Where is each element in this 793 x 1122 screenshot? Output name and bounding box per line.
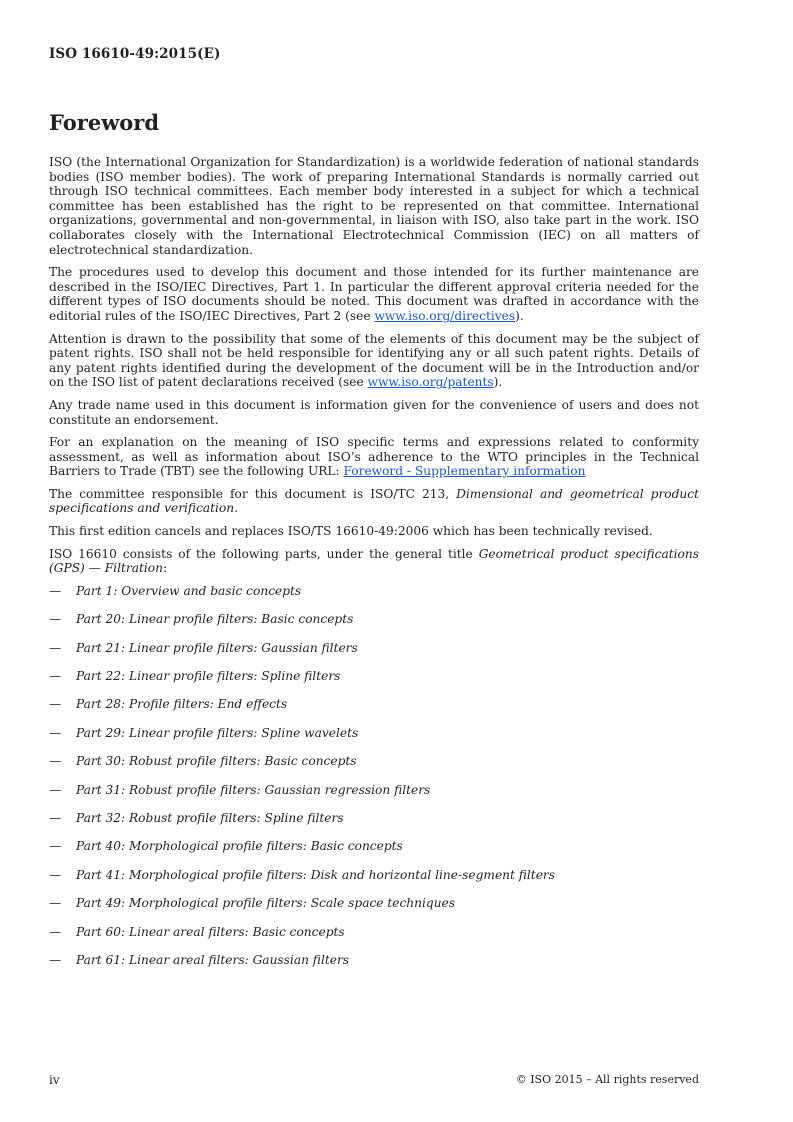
- directives-link[interactable]: www.iso.org/directives: [374, 308, 516, 323]
- list-item: [49, 811, 699, 826]
- paragraph-conformity: [49, 435, 699, 479]
- part-title: Part 1: Overview and basic concepts: [76, 583, 302, 598]
- list-dash: —: [49, 669, 62, 684]
- list-dash: —: [49, 754, 62, 769]
- part-title: Part 49: Morphological profile filters: Scale space techniques: [76, 896, 456, 911]
- part-title: Part 32: Robust profile filters: Spline filters: [76, 810, 344, 825]
- list-item: [49, 697, 699, 712]
- paragraph-edition: This first edition cancels and replaces ISO/TS 16610-49:2006 which has been technically revised.: [49, 524, 653, 539]
- document-id-header: ISO 16610-49:2015(E): [49, 46, 221, 62]
- list-dash: —: [49, 952, 62, 967]
- paragraph-trade-name: Any trade name used in this document is information given for the convenience of users and does not constitute an endorsement.: [49, 397, 699, 427]
- list-item: [49, 925, 699, 940]
- committee-title: Dimensional and geometrical product specifications and verification: [49, 486, 699, 516]
- list-dash: —: [49, 924, 62, 939]
- part-title: Part 21: Linear profile filters: Gaussian filters: [76, 640, 358, 655]
- list-item: [49, 641, 699, 656]
- list-item: [49, 584, 699, 599]
- paragraph-text: Attention is drawn to the possibility that some of the elements of this document may be the subject of patent rights. ISO shall not be held responsible for identifying any or all such patent rights. Details of any patent rights identified during the development of the document will be in the Introduction and/or on the ISO list of patent declarations received (see: [49, 331, 699, 390]
- part-title: Part 20: Linear profile filters: Basic concepts: [76, 612, 354, 627]
- list-dash: —: [49, 867, 62, 882]
- list-item: [49, 783, 699, 798]
- list-item: [49, 868, 699, 883]
- list-dash: —: [49, 640, 62, 655]
- part-title: Part 61: Linear areal filters: Gaussian filters: [76, 952, 350, 967]
- paragraph-procedures: [49, 265, 699, 323]
- list-item: [49, 612, 699, 627]
- page-title: Foreword: [49, 110, 160, 135]
- page-number: iv: [49, 1073, 60, 1087]
- list-dash: —: [49, 612, 62, 627]
- paragraph-committee: [49, 487, 699, 516]
- paragraph-parts-intro: [49, 547, 699, 576]
- list-item: [49, 896, 699, 911]
- part-title: Part 28: Profile filters: End effects: [76, 697, 288, 712]
- part-title: Part 29: Linear profile filters: Spline wavelets: [76, 725, 359, 740]
- paragraph-text: The procedures used to develop this document and those intended for its further maintenance are described in the ISO/IEC Directives, Part 1. In particular the different approval criteria needed for the different types of ISO documents should be noted. This document was drafted in accordance with the editorial rules of the ISO/IEC Directives, Part 2 (see: [49, 265, 699, 323]
- list-dash: —: [49, 725, 62, 740]
- paragraph-text: For an explanation on the meaning of ISO specific terms and expressions related to conformity assessment, as well as information about ISO’s adherence to the WTO principles in the Technical Barriers to Trade (TBT) see the following URL:: [49, 435, 699, 479]
- part-title: Part 30: Robust profile filters: Basic concepts: [76, 754, 357, 769]
- foreword-body: [49, 155, 699, 981]
- list-dash: —: [49, 782, 62, 797]
- patents-link[interactable]: www.iso.org/patents: [367, 375, 494, 390]
- list-item: [49, 726, 699, 741]
- part-title: Part 31: Robust profile filters: Gaussian regression filters: [76, 782, 431, 797]
- copyright-notice: © ISO 2015 – All rights reserved: [515, 1073, 699, 1086]
- paragraph-text: ISO 16610 consists of the following parts, under the general title: [49, 546, 479, 561]
- list-dash: —: [49, 697, 62, 712]
- part-title: Part 40: Morphological profile filters: Basic concepts: [76, 839, 403, 854]
- list-item: [49, 953, 699, 968]
- parts-list: [49, 584, 699, 968]
- list-item: [49, 754, 699, 769]
- part-title: Part 60: Linear areal filters: Basic concepts: [76, 924, 345, 939]
- list-dash: —: [49, 810, 62, 825]
- paragraph-patents: [49, 332, 699, 390]
- list-dash: —: [49, 896, 62, 911]
- paragraph-text: ).: [493, 375, 503, 390]
- list-dash: —: [49, 839, 62, 854]
- list-dash: —: [49, 583, 62, 598]
- general-title: Geometrical product specifications (GPS) — Filtration: [49, 546, 699, 576]
- paragraph-text: :: [162, 561, 168, 576]
- list-item: [49, 669, 699, 684]
- supplementary-info-link[interactable]: Foreword - Supplementary information: [343, 464, 586, 479]
- paragraph-text: ).: [515, 308, 524, 323]
- paragraph-text: The committee responsible for this document is ISO/TC 213,: [49, 486, 457, 501]
- paragraph-text: .: [234, 501, 239, 516]
- part-title: Part 41: Morphological profile filters: Disk and horizontal line-segment filters: [76, 867, 555, 882]
- paragraph-iso-intro: ISO (the International Organization for Standardization) is a worldwide federation of national standards bodies (ISO member bodies). The work of preparing International Standards is normally carried out through ISO technical committees. Each member body interested in a subject for which a technical committee has been established has the right to be represented on that committee. International organizations, governmental and non-governmental, in liaison with ISO, also take part in the work. ISO collaborates closely with the International Electrotechnical Commission (IEC) on all matters of electrotechnical standardization.: [49, 155, 699, 257]
- part-title: Part 22: Linear profile filters: Spline filters: [76, 669, 341, 684]
- list-item: [49, 839, 699, 854]
